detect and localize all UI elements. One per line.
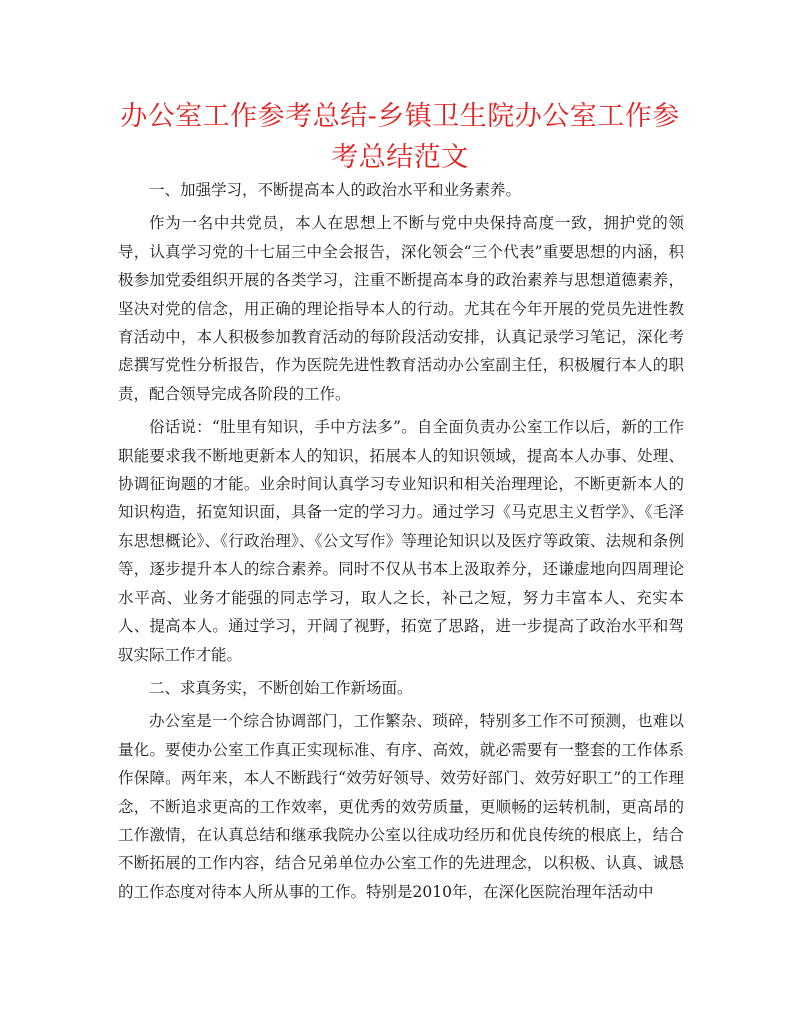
paragraph-heading-1: 一、加强学习，不断提高本人的政治水平和业务素养。 — [149, 181, 522, 199]
document-title: 办公室工作参考总结-乡镇卫生院办公室工作参考总结范文 — [120, 101, 680, 173]
paragraph-heading-2: 二、求真务实，不断创始工作新场面。 — [149, 678, 413, 697]
paragraph: 俗话说：“肚里有知识，手中方法多”。自全面负责办公室工作以后，新的工作职能要求我不断地更新本人的知识，拓展本人的知识领域，提高本人办事、处理、协调征询题的才能。业余时间认真学习专业知识和相关治理理论，不断更新本人的知识构造，拓宽知识面，具备一定的学习力。通过学习《马克思主义哲学》、《毛泽东思想概论》、《行政治理》、《公文写作》等理论知识以及医疗等政策、法规和条例等，逐步提升本人的综合素养。同时不仅从书本上汲取养分，还谦虚地向四周理论水平高、业务才能强的同志学习，取人之长，补己之短，努力丰富本人、充实本人、提高本人。通过学习，开阔了视野，拓宽了思路，进一步提高了政治水平和驾驭实际工作才能。 — [118, 418, 684, 664]
paragraph: 办公室是一个综合协调部门，工作繁杂、琐碎，特别多工作不可预测，也难以量化。要使办公室工作真正实现标准、有序、高效，就必需要有一整套的工作体系作保障。两年来，本人不断践行“效劳好领导、效劳好部门、效劳好职工”的工作理念，不断追求更高的工作效率，更优秀的效劳质量，更顺畅的运转机制，更高昂的工作激情，在认真总结和继承我院办公室以往成功经历和优良传统的根底上，结合不断拓展的工作内容，结合兄弟单位办公室工作的先进理念，以积极、认真、诚恳的工作态度对待本人所从事的工作。特别是2010年，在深化医院治理年活动中 — [118, 712, 684, 901]
document-body — [118, 176, 684, 911]
paragraph: 作为一名中共党员，本人在思想上不断与党中央保持高度一致，拥护党的领导，认真学习党的十七届三中全会报告，深化领会“三个代表”重要思想的内涵，积极参加党委组织开展的各类学习，注重不断提高本身的政治素养与思想道德素养，坚决对党的信念，用正确的理论指导本人的行动。尤其在今年开展的党员先进性教育活动中，本人积极参加教育活动的每阶段活动安排，认真记录学习笔记，深化考虑撰写党性分析报告，作为医院先进性教育活动办公室副主任，积极履行本人的职责，配合领导完成各阶段的工作。 — [118, 214, 684, 403]
